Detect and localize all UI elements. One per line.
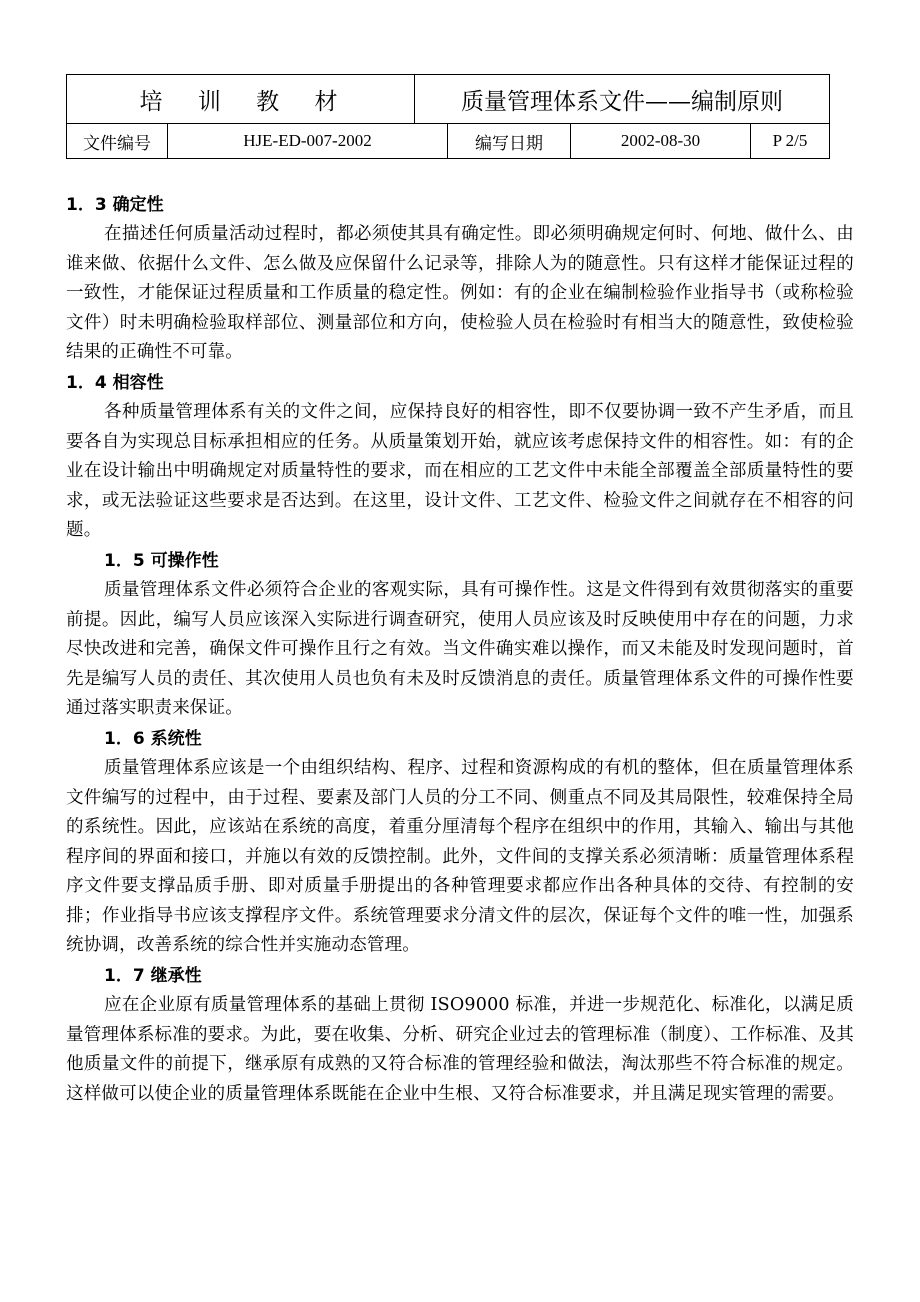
section-heading: 1．6 系统性 xyxy=(104,728,202,749)
document-header-table xyxy=(66,74,830,159)
document-body xyxy=(66,190,854,1109)
section-heading: 1．7 继承性 xyxy=(104,966,202,987)
section-heading: 1．3 确定性 xyxy=(66,195,164,215)
section-paragraph: 质量管理体系应该是一个由组织结构、程序、过程和资源构成的有机的整体，但在质量管理体系文件编写的过程中，由于过程、要素及部门人员的分工不同、侧重点不同及其局限性，较难保持全局的系统性。因此，应该站在系统的高度，着重分厘清每个程序在组织中的作用，其输入、输出与其他程序间的界面和接口，并施以有效的反馈控制。此外，文件间的支撑关系必须清晰：质量管理体系程序文件要支撑品质手册、即对质量手册提出的各种管理要求都应作出各种具体的交待、有控制的安排；作业指导书应该支撑程序文件。系统管理要求分清文件的层次，保证每个文件的唯一性，加强系统协调，改善系统的综合性并实施动态管理。 xyxy=(66,757,854,956)
header-row-meta xyxy=(67,124,829,158)
file-no-label: 文件编号 xyxy=(67,124,168,158)
section-paragraph: 在描述任何质量活动过程时，都必须使其具有确定性。即必须明确规定何时、何地、做什么、由谁来做、依据什么文件、怎么做及应保留什么记录等，排除人为的随意性。只有这样才能保证过程的一致性，才能保证过程质量和工作质量的稳定性。例如：有的企业在编制检验作业指导书（或称检验文件）时未明确检验取样部位、测量部位和方向，使检验人员在检验时有相当大的随意性，致使检验结果的正确性不可靠。 xyxy=(66,224,854,363)
section-heading: 1．4 相容性 xyxy=(66,372,164,393)
section-paragraph: 质量管理体系文件必须符合企业的客观实际，具有可操作性。这是文件得到有效贯彻落实的重要前提。因此，编写人员应该深入实际进行调查研究，使用人员应该及时反映使用中存在的问题，力求尽快改进和完善，确保文件可操作且行之有效。当文件确实难以操作，而又未能及时发现问题时，首先是编写人员的责任、其次使用人员也负有未及时反馈消息的责任。质量管理体系文件的可操作性要通过落实职责来保证。 xyxy=(66,579,854,719)
file-no-value: HJE-ED-007-2002 xyxy=(168,124,448,158)
date-value: 2002-08-30 xyxy=(571,124,751,158)
date-label: 编写日期 xyxy=(448,124,571,158)
doc-title-cell: 质量管理体系文件——编制原则 xyxy=(461,88,783,115)
doc-type-cell: 培 训 教 材 xyxy=(67,75,415,123)
section-paragraph: 各种质量管理体系有关的文件之间，应保持良好的相容性，即不仅要协调一致不产生矛盾，而且要各自为实现总目标承担相应的任务。从质量策划开始，就应该考虑保持文件的相容性。如：有的企业在设计输出中明确规定对质量特性的要求，而在相应的工艺文件中未能全部覆盖全部质量特性的要求，或无法验证这些要求是否达到。在这里，设计文件、工艺文件、检验文件之间就存在不相容的问题。 xyxy=(66,401,854,541)
section-heading: 1．5 可操作性 xyxy=(104,550,219,571)
header-row-title xyxy=(67,75,829,124)
page-number: P 2/5 xyxy=(772,131,808,150)
section-paragraph: 应在企业原有质量管理体系的基础上贯彻 ISO9000 标准，并进一步规范化、标准化，以满足质量管理体系标准的要求。为此，要在收集、分析、研究企业过去的管理标准（制度）、工作标准、及其他质量文件的前提下，继承原有成熟的又符合标准的管理经验和做法，淘汰那些不符合标准的规定。这样做可以使企业的质量管理体系既能在企业中生根、又符合标准要求，并且满足现实管理的需要。 xyxy=(66,995,854,1104)
